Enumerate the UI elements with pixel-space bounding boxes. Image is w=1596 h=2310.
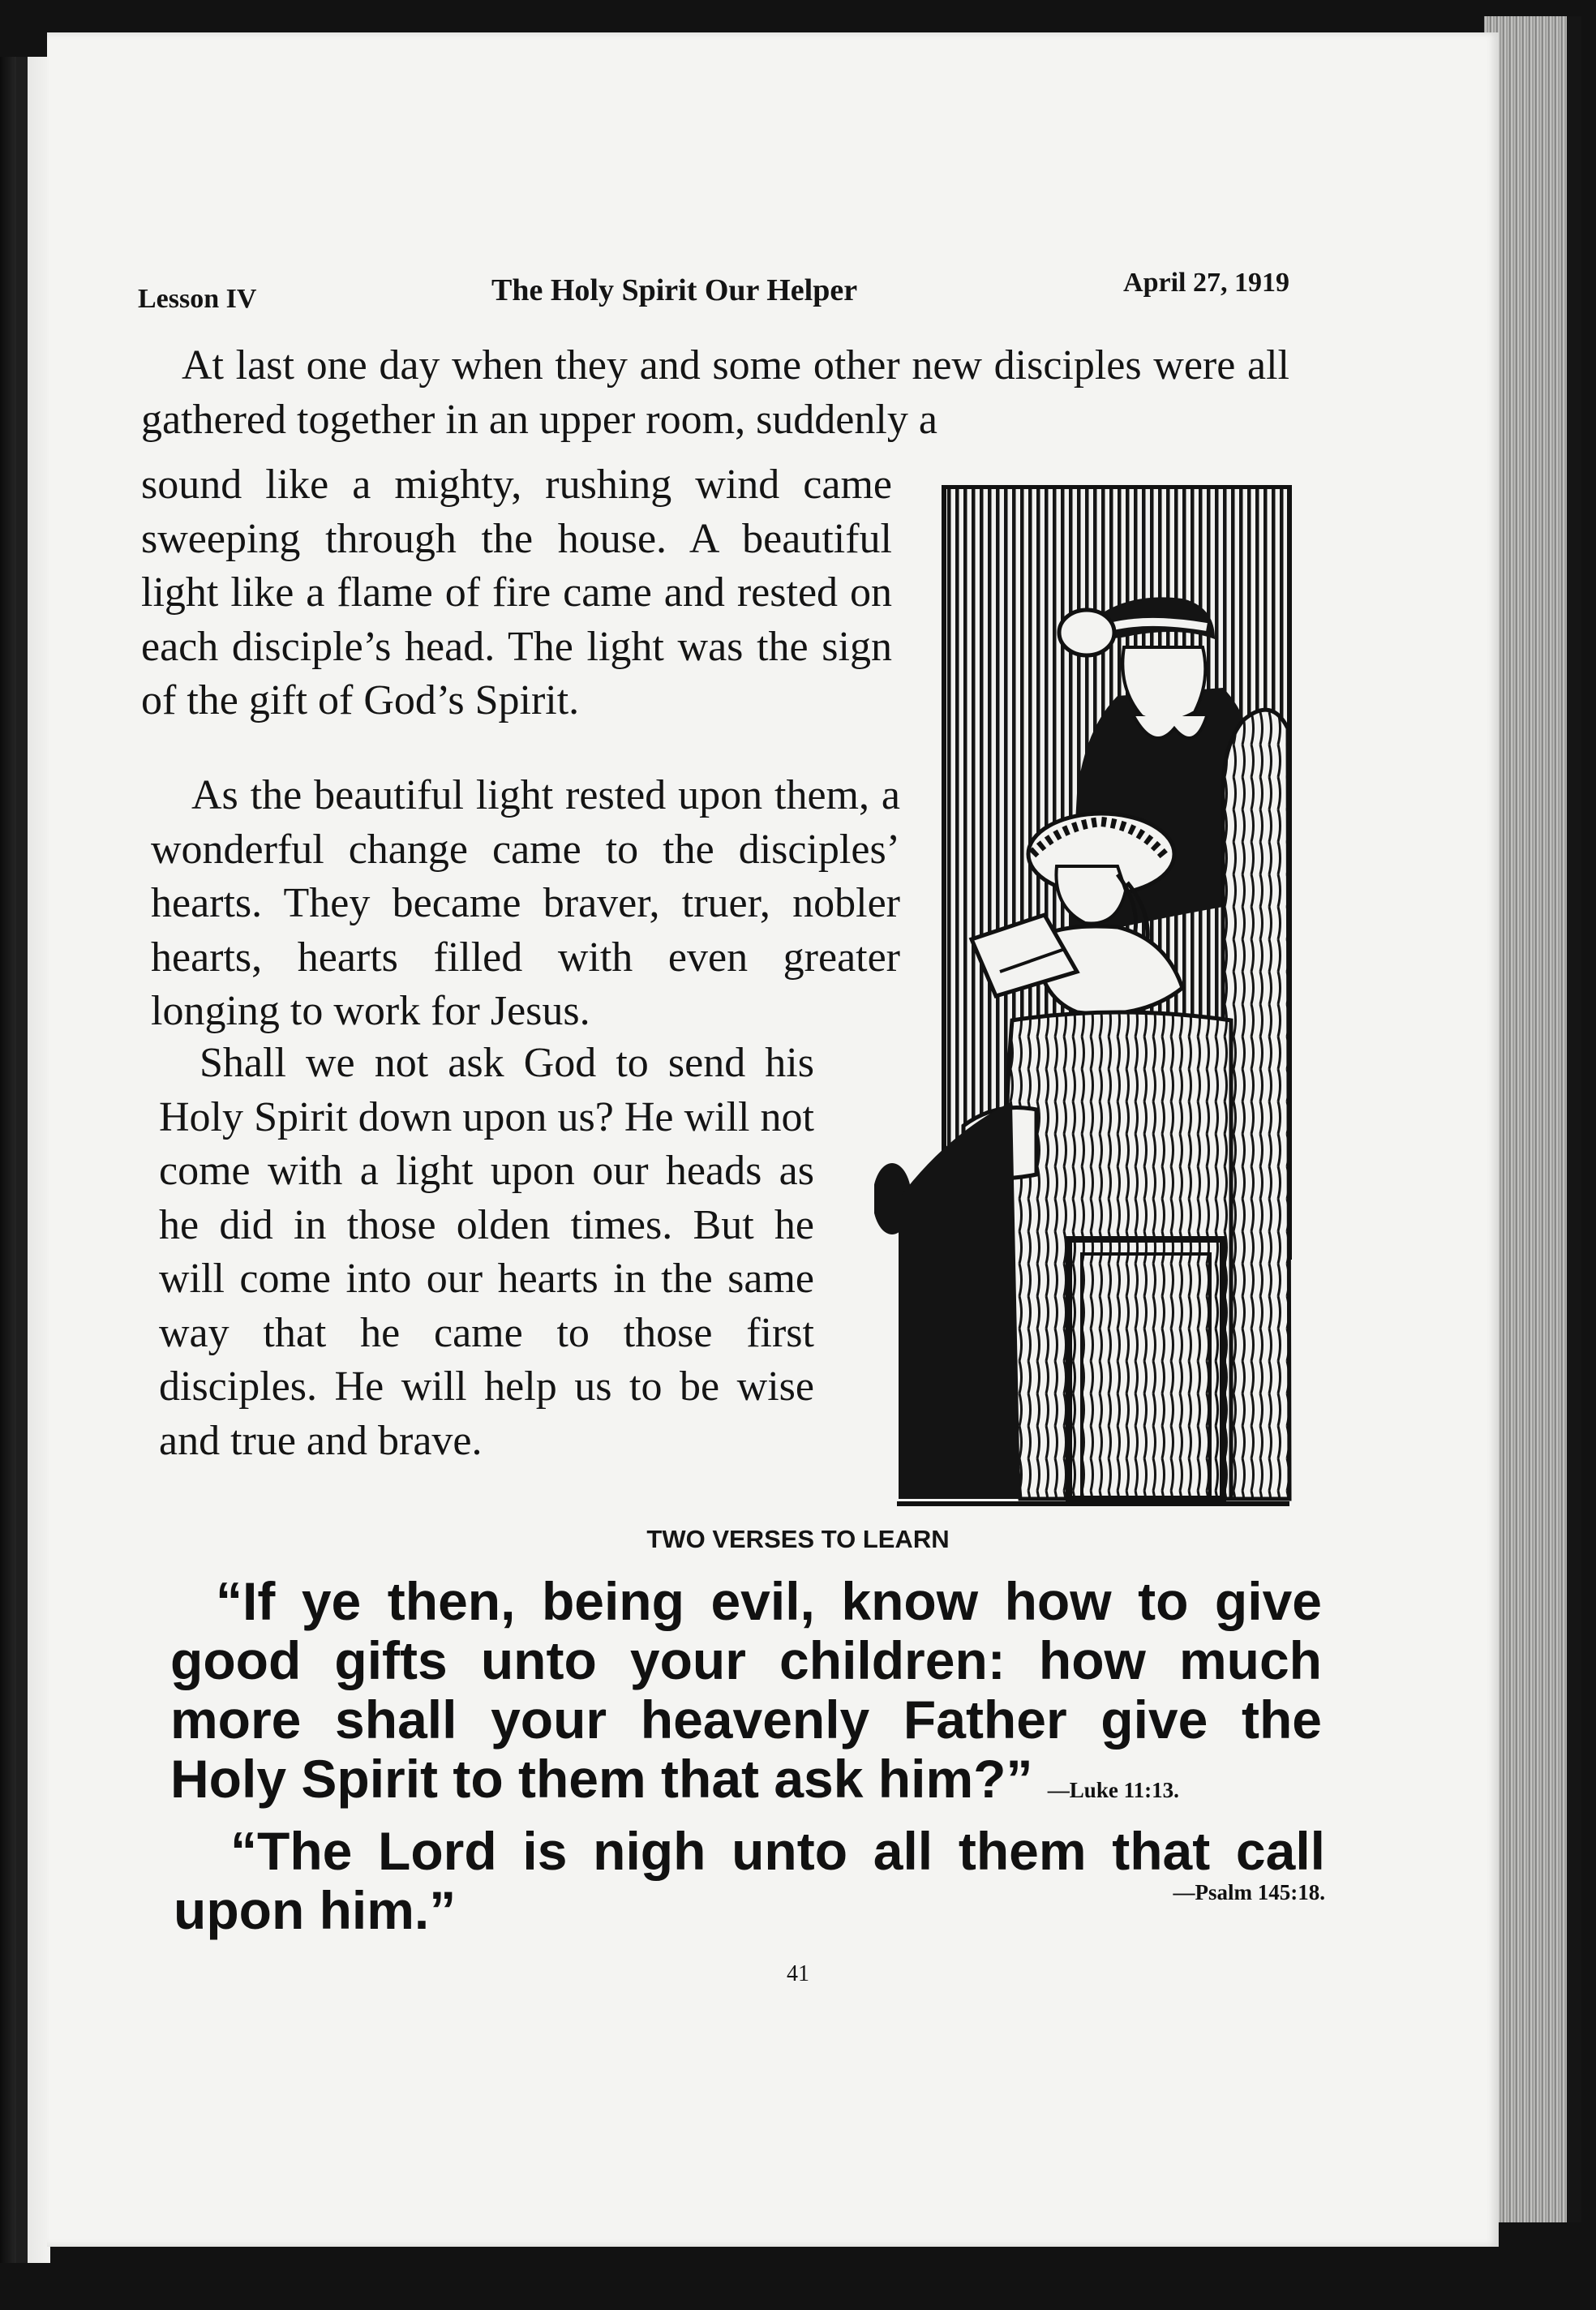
running-head (138, 268, 1289, 316)
page-number: 41 (787, 1961, 809, 1986)
lesson-date: April 27, 1919 (1123, 268, 1289, 298)
verse-psalm-text: “The Lord is nigh unto all them that call upon him.” (174, 1821, 1325, 1940)
verse-luke-citation: —Luke 11:13. (1047, 1778, 1179, 1802)
paragraph-rushing-wind: sound like a mighty, rushing wind came sweeping through the house. A beautiful light like a flame of fire came and rested on each disciple’s head. The light was the sign of the gift of God’s Spirit. (141, 462, 892, 723)
woodcut-illustration (874, 485, 1312, 1507)
verses-heading: TWO VERSES TO LEARN (646, 1525, 950, 1553)
verse-luke (170, 1572, 1322, 1820)
verse-psalm (174, 1822, 1325, 1940)
paragraph-intro: At last one day when they and some other new disciples were all gathered together in an upper room, suddenly a (141, 342, 1289, 443)
page-stack-edge (1484, 16, 1581, 2222)
illustration-shadow (899, 1101, 1020, 1499)
lesson-title: The Holy Spirit Our Helper (491, 273, 858, 307)
paragraph-ask-god: Shall we not ask God to send his Holy Spirit down upon us? He will not come with a light upon our heads as he did in those olden times. But he will come into our hearts in the same way that he came to those first disciples. He will help us to be wise and true and brave. (159, 1040, 814, 1464)
verse-luke-text: “If ye then, being evil, know how to give good gifts unto your children: how much more shall your heavenly Father give the Holy Spirit to them that ask him?” (170, 1571, 1322, 1809)
pew-panel (1069, 1239, 1223, 1499)
binding-gutter (16, 57, 28, 2263)
paragraph-wonderful-change: As the beautiful light rested upon them, a wonderful change came to the disciples’ hearts. They became braver, truer, nobler hearts, hearts filled with even greater longing to work for Jesus. (151, 772, 900, 1034)
verse-psalm-citation: —Psalm 145:18. (1173, 1880, 1325, 1904)
lesson-label: Lesson IV (138, 284, 257, 314)
bonnet-feather (1059, 610, 1114, 655)
